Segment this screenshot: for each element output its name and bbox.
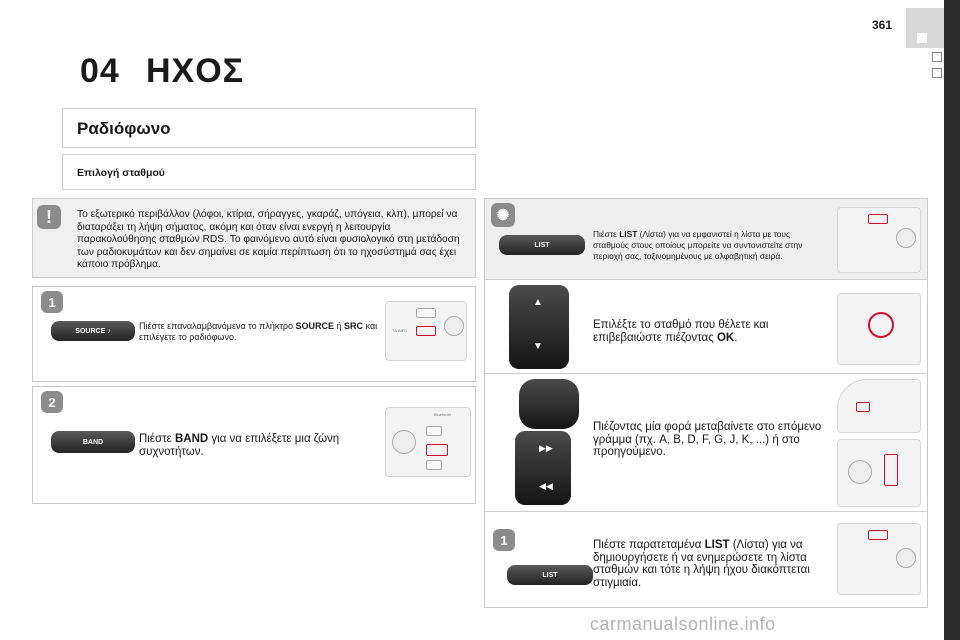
seek-text: Πιέζοντας μία φορά μεταβαίνετε στο επόμενο γράμμα (πχ. A, B, D, F, G, J, K, ...) ή στο προηγούμενο. (593, 421, 822, 458)
source-button-label: SOURCE (75, 327, 106, 335)
seek-buttons[interactable] (515, 431, 571, 505)
console-source-highlight (416, 326, 436, 336)
warning-panel (32, 198, 476, 278)
music-note-icon: ♪ (107, 327, 111, 335)
console-illustration-list-2 (837, 523, 921, 595)
step-source-text-2: ή (334, 321, 345, 331)
list-button-2[interactable]: LIST (507, 565, 593, 585)
steering-wheel-control (519, 379, 579, 429)
arrow-up-icon: ▲ (533, 297, 543, 308)
console-tainfo-label: TA INFO (392, 328, 408, 333)
chapter-number: 04 (80, 52, 120, 90)
right-panel (484, 198, 928, 608)
key-list-2: LIST (704, 539, 730, 551)
select-text-1: Επιλέξτε το σταθμό που θέλετε και επιβεβαιώστε πιέζοντας (593, 319, 769, 344)
console-illustration-seek (837, 439, 921, 507)
tip-text-1: Πιέστε (593, 229, 620, 239)
console-list-button (416, 308, 436, 318)
tab-marker (917, 33, 927, 43)
console-illustration-list (837, 207, 921, 273)
source-button[interactable] (51, 321, 135, 341)
step-band-panel (32, 386, 476, 504)
warning-text: Το εξωτερικό περιβάλλον (λόφοι, κτίρια, σήραγγες, γκαράζ, υπόγεια, κλπ), μπορεί να διαταράξει τη λήψη σήματος, ακόμη και όταν είναι ενεργή η λειτουργία παρακολούθησης σταθμών RDS. Το φαινόμενο αυτό είναι φυσιολογικό στη μετάδοση των ραδιοκυμάτων και δεν σημαίνει σε καμία περίπτωση ότι το ηχοσύστημά σας έχει κάποιο πρόβλημα. (77, 209, 460, 270)
list-button[interactable]: LIST (499, 235, 585, 255)
select-text-2: . (734, 331, 738, 344)
console-button (426, 426, 442, 436)
tip-text-2: (Λίστα) για να εμφανιστεί η λίστα με τους σταθμούς στους οποίους μπορείτε να συντονιστείτε στην περιοχή σας, ταξινομημένους με αλφαβητική σειρά. (593, 229, 803, 261)
console-list-highlight (868, 214, 888, 224)
console-bluetooth-label: Bluetooth (434, 412, 451, 417)
console-knob-2 (896, 228, 916, 248)
section-title: Ραδιόφωνο (77, 119, 171, 138)
step-band-text (139, 433, 379, 458)
console-knob-3 (848, 460, 872, 484)
console-list-highlight-2 (868, 530, 888, 540)
step-number-badge-3: 1 (493, 529, 515, 551)
step-source-text-1: Πιέστε επαναλαμβανόμενα το πλήκτρο (139, 321, 296, 331)
console-illustration-band (385, 407, 471, 477)
warning-icon: ! (37, 205, 61, 229)
step-source-text (139, 321, 379, 343)
subsection-title: Επιλογή σταθμού (77, 167, 165, 179)
update-text (593, 539, 825, 589)
key-band: BAND (174, 433, 209, 445)
page-edge-strip (944, 0, 960, 640)
console-ok-highlight (868, 312, 894, 338)
console-illustration (385, 301, 467, 361)
sun-tip-icon: ✺ (491, 203, 515, 227)
up-down-buttons[interactable] (509, 285, 569, 369)
tip-text (593, 229, 825, 262)
console-seek-highlight (884, 454, 898, 486)
divider (485, 373, 927, 374)
tip-box (485, 199, 927, 280)
step-source-panel (32, 286, 476, 382)
select-text (593, 319, 823, 344)
console-button-2 (426, 460, 442, 470)
update-text-1: Πιέστε παρατεταμένα (593, 539, 705, 551)
section-header-panel (62, 108, 476, 148)
divider-2 (485, 511, 927, 512)
console-knob (444, 316, 464, 336)
key-source: SOURCE (295, 321, 335, 331)
subsection-header-panel (62, 154, 476, 190)
band-button[interactable]: BAND (51, 431, 135, 453)
steering-wheel-illustration (837, 379, 921, 433)
key-ok: OK (716, 331, 735, 344)
wheel-seek-highlight (856, 402, 870, 412)
step-band-text-2: για να επιλέξετε μια ζώνη συχνοτήτων. (139, 433, 340, 458)
console-ok-knob (392, 430, 416, 454)
console-illustration-ok (837, 293, 921, 365)
console-band-highlight (426, 444, 448, 456)
seek-back-icon: ◀◀ (539, 481, 553, 491)
watermark: carmanualsonline.info (590, 614, 776, 634)
chapter-title: ΗΧΟΣ (146, 52, 245, 90)
step-band-text-1: Πιέστε (139, 433, 175, 445)
seek-forward-icon: ▶▶ (539, 443, 553, 453)
step-source-text-3: και επιλέγετε το ραδιόφωνο. (139, 321, 378, 342)
key-list: LIST (619, 229, 638, 239)
step-number-badge: 1 (41, 291, 63, 313)
console-knob-4 (896, 548, 916, 568)
step-number-badge-2: 2 (41, 391, 63, 413)
key-src: SRC (344, 321, 364, 331)
index-square-2 (932, 68, 942, 78)
page-number: 361 (872, 18, 893, 32)
arrow-down-icon: ▼ (533, 341, 543, 352)
index-square-1 (932, 52, 942, 62)
update-text-2: (Λίστα) για να δημιουργήσετε ή να ενημερώσετε τη λίστα σταθμών και τότε η λήψη ήχου διακόπτεται στιγμιαία. (593, 539, 810, 589)
